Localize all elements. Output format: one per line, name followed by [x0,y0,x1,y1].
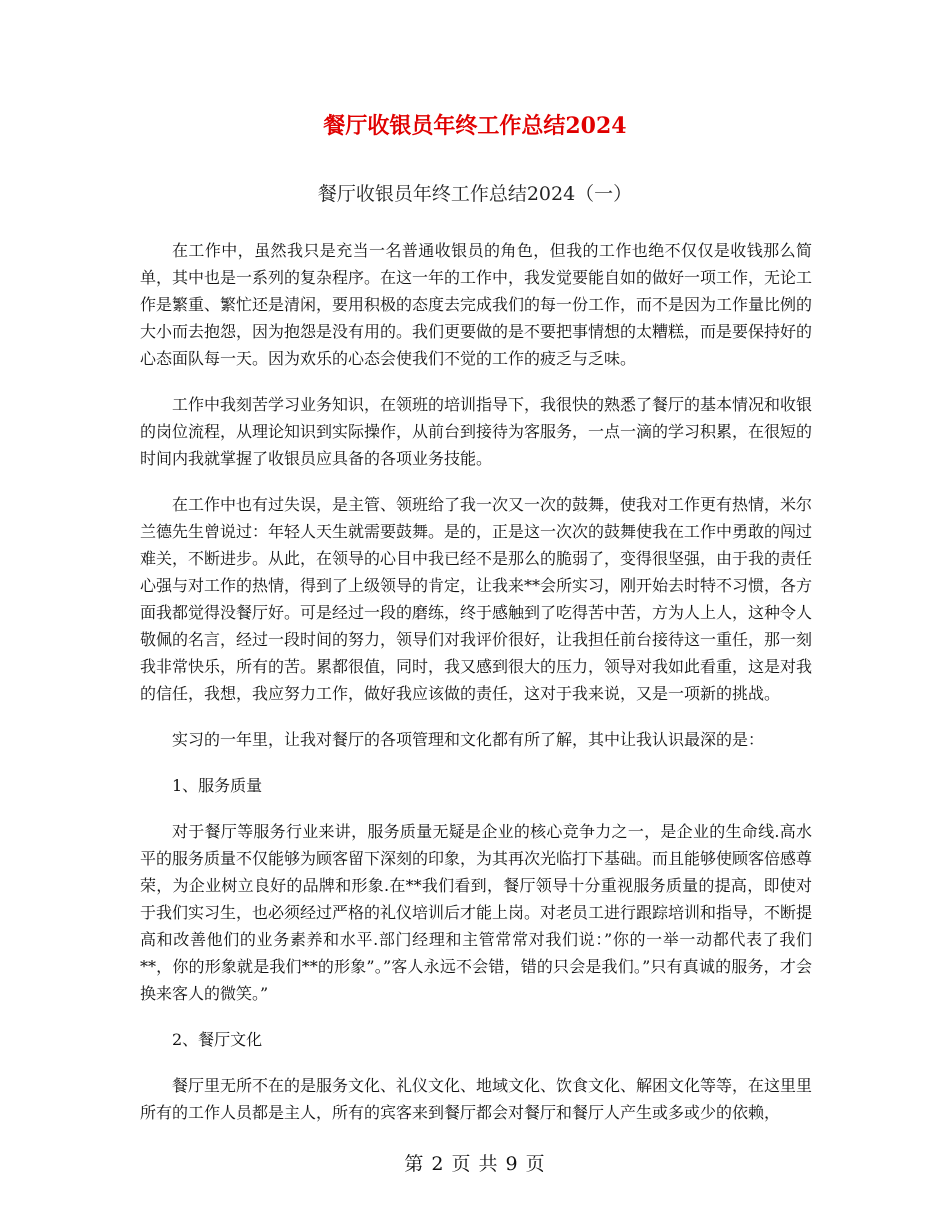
document-title: 餐厅收银员年终工作总结2024 [323,113,627,139]
section-heading-restaurant-culture: 2、餐厅文化 [172,1030,263,1049]
paragraph-5: 对于餐厅等服务行业来讲，服务质量无疑是企业的核心竞争力之一，是企业的生命线.高水平的服务质量不仅能够为顾客留下深刻的印象，为其再次光临打下基础。而且能够使顾客倍感尊荣，为企业树立良好的品牌和形象.在**我们看到，餐厅领导十分重视服务质量的提高，即使对于我们实习生，也必须经过严格的礼仪培训后才能上岗。对老员工进行跟踪培训和指导，不断提高和改善他们的业务素养和水平.部门经理和主管常常对我们说：”你的一举一动都代表了我们**，你的形象就是我们**的形象”。”客人永远不会错，错的只会是我们。”只有真诚的服务，才会换来客人的微笑。” [140,822,813,1003]
paragraph-4: 实习的一年里，让我对餐厅的各项管理和文化都有所了解，其中让我认识最深的是： [172,730,765,749]
section-heading-service-quality: 1、服务质量 [172,776,263,795]
document-body [140,237,812,1145]
paragraph-2: 工作中我刻苦学习业务知识，在领班的培训指导下，我很快的熟悉了餐厅的基本情况和收银的岗位流程，从理论知识到实际操作，从前台到接待为客服务，一点一滴的学习积累，在很短的时间内我就掌握了收银员应具备的各项业务技能。 [140,395,813,468]
paragraph-3: 在工作中也有过失误，是主管、领班给了我一次又一次的鼓舞，使我对工作更有热情，米尔兰德先生曾说过：年轻人天生就需要鼓舞。是的，正是这一次次的鼓舞使我在工作中勇敢的闯过难关，不断进步。从此，在领导的心目中我已经不是那么的脆弱了，变得很坚强，由于我的责任心强与对工作的热情，得到了上级领导的肯定，让我来**会所实习，刚开始去时特不习惯，各方面我都觉得没餐厅好。可是经过一段的磨练，终于感触到了吃得苦中苦，方为人上人，这种令人敬佩的名言，经过一段时间的努力，领导们对我评价很好，让我担任前台接待这一重任，那一刻我非常快乐，所有的苦。累都很值，同时，我又感到很大的压力，领导对我如此看重，这是对我的信任，我想，我应努力工作，做好我应该做的责任，这对于我来说，又是一项新的挑战。 [140,495,813,703]
page-number-footer: 第 2 页 共 9 页 [404,1153,546,1175]
paragraph-6: 餐厅里无所不在的是服务文化、礼仪文化、地域文化、饮食文化、解困文化等等，在这里里所有的工作人员都是主人，所有的宾客来到餐厅都会对餐厅和餐厅人产生或多或少的依赖， [140,1076,813,1122]
document-subtitle: 餐厅收银员年终工作总结2024（一） [317,183,633,205]
paragraph-1: 在工作中，虽然我只是充当一名普通收银员的角色，但我的工作也绝不仅仅是收钱那么简单，其中也是一系列的复杂程序。在这一年的工作中，我发觉要能自如的做好一项工作，无论工作是繁重、繁忙还是清闲，要用积极的态度去完成我们的每一份工作，而不是因为工作量比例的大小而去抱怨，因为抱怨是没有用的。我们更要做的是不要把事情想的太糟糕，而是要保持好的心态面队每一天。因为欢乐的心态会使我们不觉的工作的疲乏与乏味。 [140,241,813,368]
